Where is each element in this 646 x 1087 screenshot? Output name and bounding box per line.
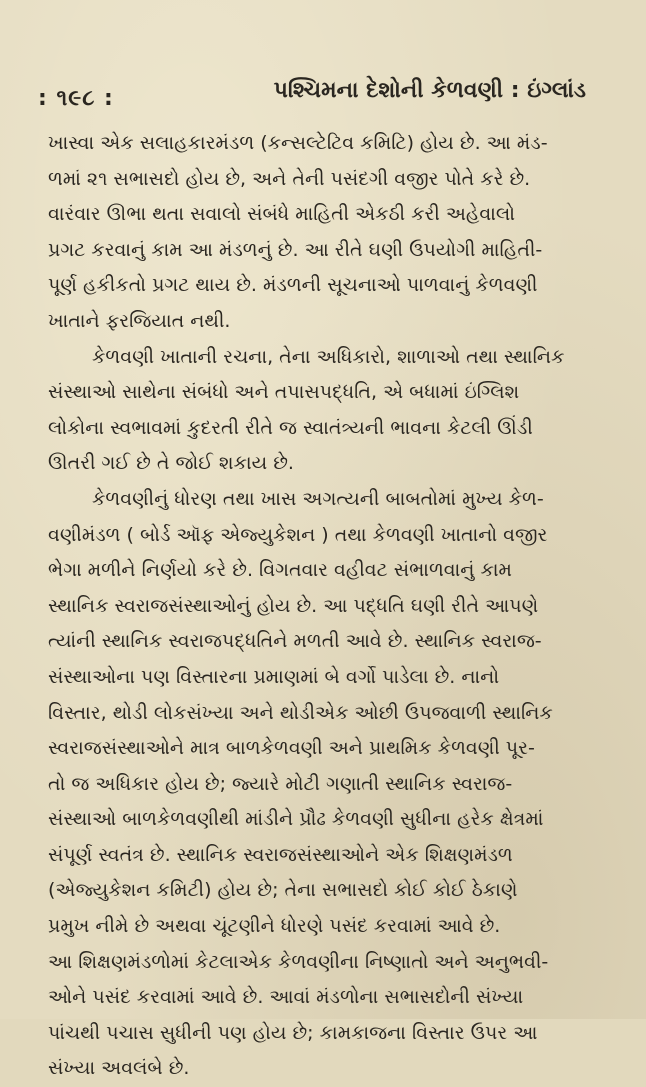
text-line: પાંચથી પચાસ સુધીની પણ હોય છે; કામકાજના વિસ્તાર ઉપર આ [48, 1021, 538, 1044]
text-line: કેળવણીનું ધોરણ તથા ખાસ અગત્યની બાબતોમાં મુખ્ય કેળ- [92, 487, 544, 510]
text-line: લોકોના સ્વભાવમાં કુદરતી રીતે જ સ્વાતંત્ર્યની ભાવના કેટલી ઊંડી [48, 416, 533, 439]
paragraph-3 [48, 482, 614, 1087]
text-line: તો જ અધિકાર હોય છે; જ્યારે મોટી ગણાતી સ્થાનિક સ્વરાજ- [48, 772, 513, 795]
page-header [0, 58, 646, 111]
text-line: પ્રગટ કરવાનું કામ આ મંડળનું છે. આ રીતે ઘણી ઉપયોગી માહિતી- [48, 238, 543, 261]
text-line: વારંવાર ઊભા થતા સવાલો સંબંધે માહિતી એકઠી કરી અહેવાલો [48, 203, 516, 226]
text-line: પ્રમુખ નીમે છે અથવા ચૂંટણીને ધોરણે પસંદ કરવામાં આવે છે. [48, 915, 501, 938]
text-line: સંસ્થાઓ બાળકેળવણીથી માંડીને પ્રૌઢ કેળવણી સુધીના હરેક ક્ષેત્રમાં [48, 808, 544, 831]
text-line: વણીમંડળ ( બોર્ડ ઑફ એજ્યુકેશન ) તથા કેળવણી ખાતાનો વજીર [48, 523, 548, 546]
text-line: ત્યાંની સ્થાનિક સ્વરાજપદ્ધતિને મળતી આવે છે. સ્થાનિક સ્વરાજ- [48, 630, 542, 653]
text-line: ઓને પસંદ કરવામાં આવે છે. આવાં મંડળોના સભાસદોની સંખ્યા [48, 986, 524, 1009]
text-line: સંખ્યા અવલંબે છે. [48, 1057, 190, 1080]
text-line: ખાસ્વા એક સલાહકારમંડળ (કન્સલ્ટેટિવ કમિટિ) હોય છે. આ મંડ- [48, 132, 548, 154]
page-body [48, 126, 614, 1087]
paragraph-2 [48, 340, 614, 482]
text-line: ઊતરી ગઈ છે તે જોઈ શકાય છે. [48, 452, 294, 475]
text-line: (એજ્યુકેશન કમિટી) હોય છે; તેના સભાસદો કોઈ કોઈ ઠેકાણે [48, 879, 518, 902]
text-line: પૂર્ણ હકીકતો પ્રગટ થાય છે. મંડળની સૂચનાઓ પાળવાનું કેળવણી [48, 274, 538, 297]
text-line: સંસ્થાઓના પણ વિસ્તારના પ્રમાણમાં બે વર્ગો પાડેલા છે. નાનો [48, 665, 500, 688]
text-line: સંસ્થાઓ સાથેના સંબંધો અને તપાસપદ્ધતિ, એ બધામાં ઇંગ્લિશ [48, 381, 520, 404]
text-line: ભેગા મળીને નિર્ણયો કરે છે. વિગતવાર વહીવટ સંભાળવાનું કામ [48, 559, 512, 582]
running-title: પશ્ચિમના દેશોની કેળવણી : ઇંગ્લાંડ [273, 78, 586, 103]
text-line: ળમાં ૨૧ સભાસદો હોય છે, અને તેની પસંદગી વજીર પોતે કરે છે. [48, 167, 531, 190]
text-line: સ્થાનિક સ્વરાજસંસ્થાઓનું હોય છે. આ પદ્ધતિ ઘણી રીતે આપણે [48, 594, 539, 617]
page-number: : ૧૯૮ : [38, 86, 114, 111]
paragraph-1 [48, 126, 614, 340]
text-line: સ્વરાજસંસ્થાઓને માત્ર બાળકેળવણી અને પ્રાથમિક કેળવણી પૂર- [48, 737, 535, 760]
text-line: ખાતાને ફરજિયાત નથી. [48, 309, 231, 332]
text-line: સંપૂર્ણ સ્વતંત્ર છે. સ્થાનિક સ્વરાજસંસ્થાઓને એક શિક્ષણમંડળ [48, 843, 513, 866]
text-line: વિસ્તાર, થોડી લોકસંખ્યા અને થોડીએક ઓછી ઉપજવાળી સ્થાનિક [48, 701, 553, 724]
text-line: આ શિક્ષણમંડળોમાં કેટલાએક કેળવણીના નિષ્ણાતો અને અનુભવી- [48, 950, 549, 973]
text-line: કેળવણી ખાતાની રચના, તેના અધિકારો, શાળાઓ તથા સ્થાનિક [92, 345, 565, 368]
